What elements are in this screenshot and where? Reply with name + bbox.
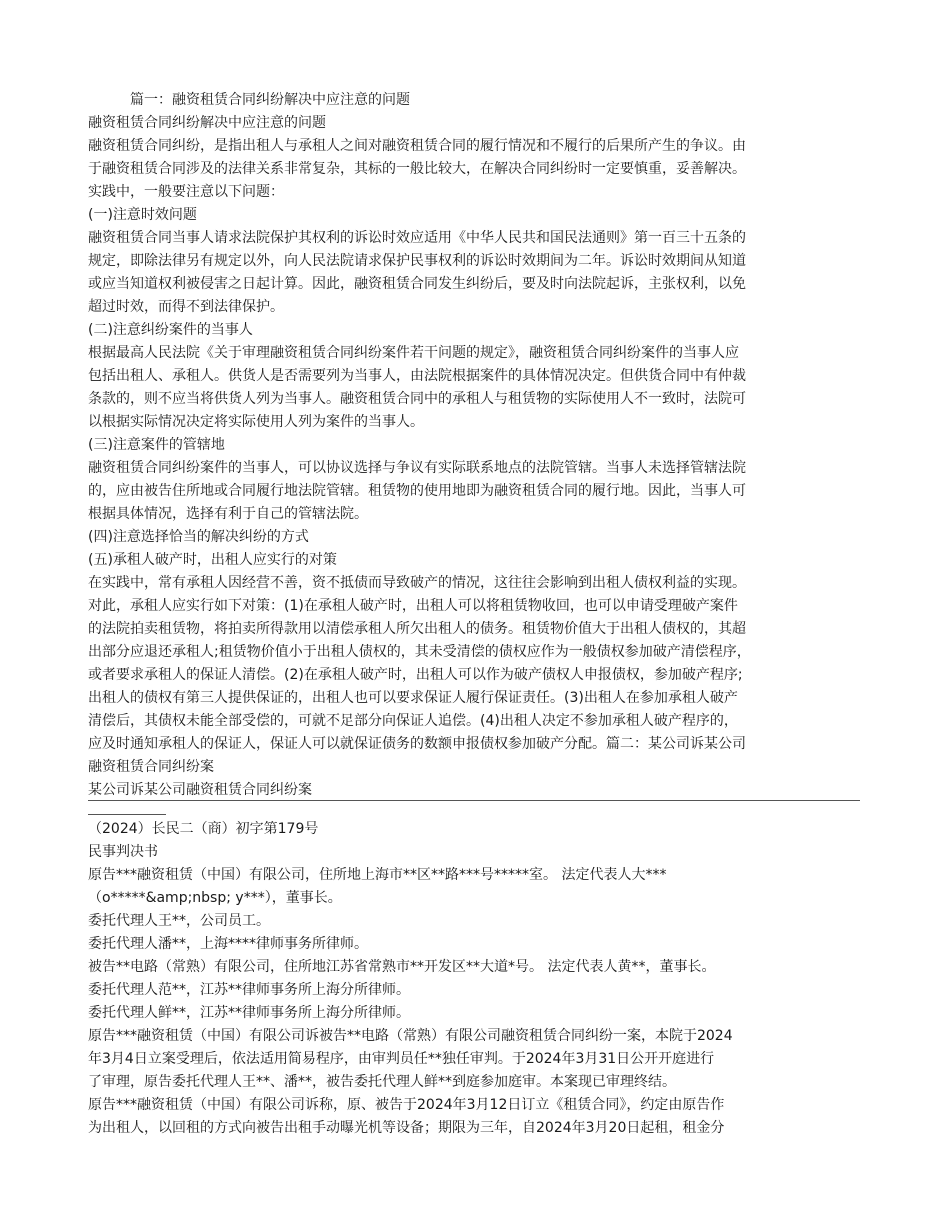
text-line: 融资租赁合同纠纷案件的当事人，可以协议选择与争议有实际联系地点的法院管辖。当事人未选择管辖法院 xyxy=(88,460,746,476)
text-line: （o*****&amp;nbsp; y***），董事长。 xyxy=(88,890,342,906)
text-line: 实践中，一般要注意以下问题： xyxy=(88,184,284,200)
text-line: 委托代理人王**，公司员工。 xyxy=(88,913,270,929)
text-line: 于融资租赁合同涉及的法律关系非常复杂，其标的一般比较大，在解决合同纠纷时一定要慎重，妥善解决。 xyxy=(88,161,746,177)
text-line: 的法院拍卖租赁物，将拍卖所得款用以清偿承租人所欠出租人的债务。租赁物价值大于出租人债权的，其超 xyxy=(88,621,746,637)
text-line: 原告***融资租赁（中国）有限公司诉称，原、被告于2024年3月12日订立《租赁合同》，约定由原告作 xyxy=(88,1097,725,1113)
text-line: 融资租赁合同纠纷解决中应注意的问题 xyxy=(88,115,326,131)
article-title: 篇一：融资租赁合同纠纷解决中应注意的问题 xyxy=(130,92,410,108)
divider-line xyxy=(88,800,860,801)
text-line: 对此，承租人应实行如下对策：(1)在承租人破产时，出租人可以将租赁物收回，也可以申请受理破产案件 xyxy=(88,598,738,614)
text-line: 原告***融资租赁（中国）有限公司，住所地上海市**区**路***号*****室。 法定代表人大*** xyxy=(88,867,667,883)
text-line: 了审理，原告委托代理人王**、潘**，被告委托代理人鲜**到庭参加庭审。本案现已审理终结。 xyxy=(88,1074,676,1090)
text-line: 出租人的债权有第三人提供保证的，出租人也可以要求保证人履行保证责任。(3)出租人在参加承租人破产 xyxy=(88,690,738,706)
text-line: 条款的，则不应当将供货人列为当事人。融资租赁合同中的承租人与租赁物的实际使用人不一致时，法院可 xyxy=(88,391,746,407)
text-line: 委托代理人鲜**，江苏**律师事务所上海分所律师。 xyxy=(88,1005,410,1021)
judgment-section xyxy=(88,818,860,1140)
section-heading: (四)注意选择恰当的解决纠纷的方式 xyxy=(88,529,309,545)
article-one xyxy=(88,89,860,802)
text-line: 融资租赁合同纠纷案 xyxy=(88,759,214,775)
case-number: （2024）长民二（商）初字第179号 xyxy=(88,821,319,837)
document-type: 民事判决书 xyxy=(88,844,158,860)
text-line: 被告**电路（常熟）有限公司，住所地江苏省常熟市**开发区**大道*号。 法定代表人黄**，董事长。 xyxy=(88,959,716,975)
text-line: 以根据实际情况决定将实际使用人列为案件的当事人。 xyxy=(88,414,424,430)
text-line: 原告***融资租赁（中国）有限公司诉被告**电路（常熟）有限公司融资租赁合同纠纷一案，本院于2024 xyxy=(88,1028,733,1044)
section-heading: (二)注意纠纷案件的当事人 xyxy=(88,322,253,338)
text-line: 或应当知道权利被侵害之日起计算。因此，融资租赁合同发生纠纷后，要及时向法院起诉，主张权利，以免 xyxy=(88,276,746,292)
text-line: 根据最高人民法院《关于审理融资租赁合同纠纷案件若干问题的规定》，融资租赁合同纠纷案件的当事人应 xyxy=(88,345,739,361)
text-line: 年3月4日立案受理后，依法适用简易程序，由审判员任**独任审判。于2024年3月31日公开开庭进行 xyxy=(88,1051,715,1067)
section-heading: (五)承租人破产时，出租人应实行的对策 xyxy=(88,552,337,568)
section-heading: (三)注意案件的管辖地 xyxy=(88,437,225,453)
text-line: 根据具体情况，选择有利于自己的管辖法院。 xyxy=(88,506,368,522)
text-line: 应及时通知承租人的保证人，保证人可以就保证债务的数额申报债权参加破产分配。篇二：某公司诉某公司 xyxy=(88,736,746,752)
text-line: 或者要求承租人的保证人清偿。(2)在承租人破产时，出租人可以作为破产债权人申报债权，参加破产程序; xyxy=(88,667,743,683)
text-line: 融资租赁合同当事人请求法院保护其权利的诉讼时效应适用《中华人民共和国民法通则》第一百三十五条的 xyxy=(88,230,746,246)
short-divider-line xyxy=(88,814,166,815)
text-line: 融资租赁合同纠纷，是指出租人与承租人之间对融资租赁合同的履行情况和不履行的后果所产生的争议。由 xyxy=(88,138,746,154)
text-line: 为出租人，以回租的方式向被告出租手动曝光机等设备；期限为三年，自2024年3月20日起租，租金分 xyxy=(88,1120,725,1136)
text-line: 出部分应退还承租人;租赁物价值小于出租人债权的，其未受清偿的债权应作为一般债权参加破产清偿程序， xyxy=(88,644,751,660)
text-line: 的，应由被告住所地或合同履行地法院管辖。租赁物的使用地即为融资租赁合同的履行地。因此，当事人可 xyxy=(88,483,746,499)
text-line: 委托代理人范**，江苏**律师事务所上海分所律师。 xyxy=(88,982,410,998)
text-line: 某公司诉某公司融资租赁合同纠纷案 xyxy=(88,782,312,798)
text-line: 包括出租人、承租人。供货人是否需要列为当事人，由法院根据案件的具体情况决定。但供货合同中有仲裁 xyxy=(88,368,746,384)
section-heading: (一)注意时效问题 xyxy=(88,207,197,223)
text-line: 超过时效，而得不到法律保护。 xyxy=(88,299,284,315)
text-line: 规定，即除法律另有规定以外，向人民法院请求保护民事权利的诉讼时效期间为二年。诉讼时效期间从知道 xyxy=(88,253,746,269)
text-line: 委托代理人潘**，上海****律师事务所律师。 xyxy=(88,936,368,952)
text-line: 清偿后，其债权未能全部受偿的，可就不足部分向保证人追偿。(4)出租人决定不参加承租人破产程序的， xyxy=(88,713,738,729)
text-line: 在实践中，常有承租人因经营不善，资不抵债而导致破产的情况，这往往会影响到出租人债权利益的实现。 xyxy=(88,575,746,591)
